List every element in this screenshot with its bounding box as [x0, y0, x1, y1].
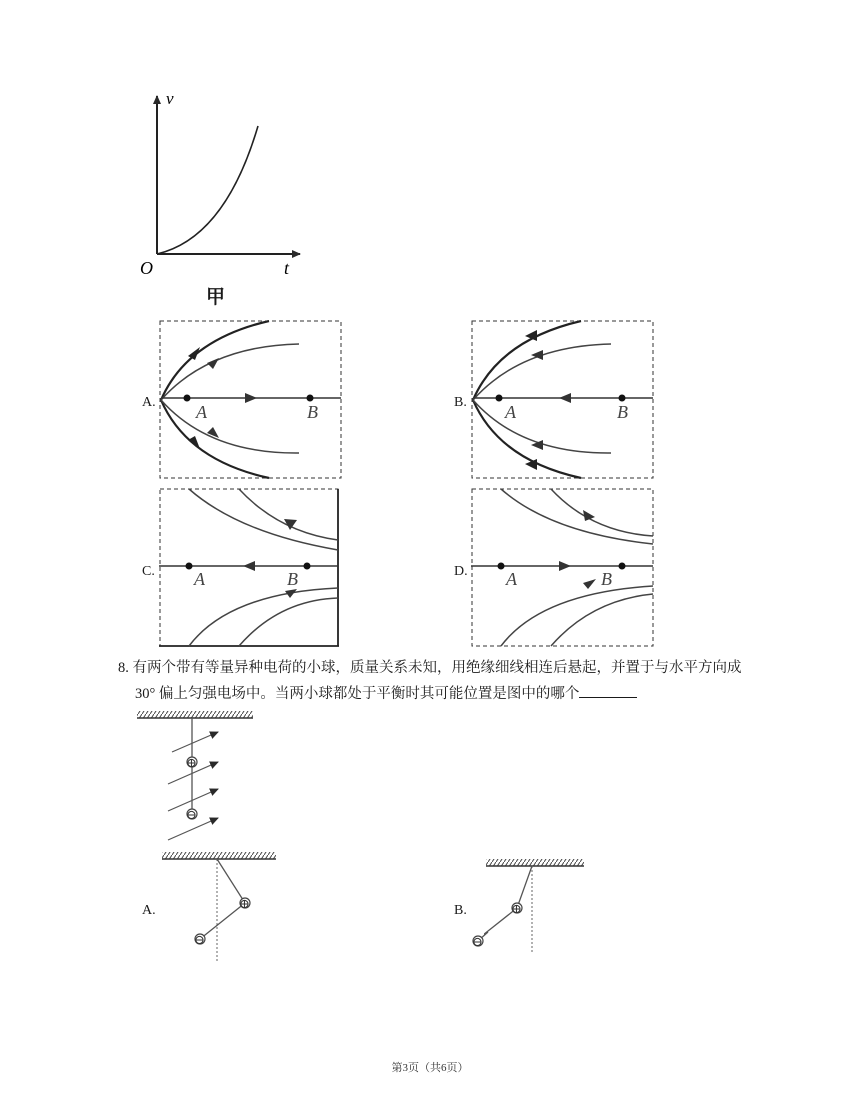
pendulum-a-svg: [160, 849, 280, 964]
vt-graph-svg: [130, 88, 310, 308]
pendulum-option-a-diagram: [160, 849, 280, 969]
option-c-svg: [159, 488, 343, 648]
pendulum-option-b-diagram: [484, 856, 588, 961]
pendulum-b-negative: ⊖: [472, 934, 483, 949]
origin-label: O: [140, 258, 153, 278]
option-d-svg: [471, 488, 655, 648]
option-b-diagram: [471, 320, 655, 485]
option-c-diagram: [159, 488, 343, 653]
velocity-curve: [157, 126, 258, 254]
option-b-point-a: A: [505, 402, 516, 422]
y-axis-label: v: [166, 89, 174, 108]
pendulum-b-svg: [484, 856, 588, 956]
option-d-point-b: B: [601, 569, 612, 589]
pendulum-option-a-label: A.: [142, 903, 156, 918]
pendulum-b-positive: ⊕: [511, 901, 522, 916]
option-d-label: D.: [454, 564, 468, 579]
setup-positive-charge: ⊕: [186, 755, 197, 770]
setup-negative-charge: ⊖: [186, 807, 197, 822]
pendulum-option-b-label: B.: [454, 903, 467, 918]
answer-blank[interactable]: [579, 683, 637, 698]
x-axis-label: t: [284, 258, 290, 278]
option-a-point-b: B: [307, 402, 318, 422]
option-a-svg: [159, 320, 343, 480]
option-c-point-b: B: [287, 569, 298, 589]
page-footer: 第3页（共6页）: [391, 1062, 469, 1074]
option-d-point-a: A: [506, 569, 517, 589]
option-a-point-a: A: [196, 402, 207, 422]
option-a-diagram: [159, 320, 343, 485]
graph-caption: 甲: [206, 286, 226, 308]
q8-setup-svg: [134, 708, 258, 848]
pendulum-a-negative: ⊖: [194, 932, 205, 947]
question-8-line2-text: 30° 偏上匀强电场中。当两小球都处于平衡时其可能位置是图中的哪个: [135, 686, 580, 702]
option-b-point-b: B: [617, 402, 628, 422]
question-8-line1: 8. 有两个带有等量异种电荷的小球，质量关系未知，用绝缘细线相连后悬起，并置于与水平方向成: [118, 660, 742, 676]
option-c-label: C.: [142, 564, 155, 579]
pendulum-a-positive: ⊕: [239, 896, 250, 911]
graph-jia: [130, 88, 310, 308]
pendulum-b-negative-ball: [470, 931, 490, 956]
q8-setup-diagram: [134, 708, 258, 853]
option-c-point-a: A: [194, 569, 205, 589]
option-d-diagram: [471, 488, 655, 653]
option-b-label: B.: [454, 395, 467, 410]
option-b-svg: [471, 320, 655, 480]
option-a-label: A.: [142, 395, 156, 410]
pendulum-b-negative-svg: [470, 931, 490, 951]
question-8-line2: [135, 682, 637, 706]
